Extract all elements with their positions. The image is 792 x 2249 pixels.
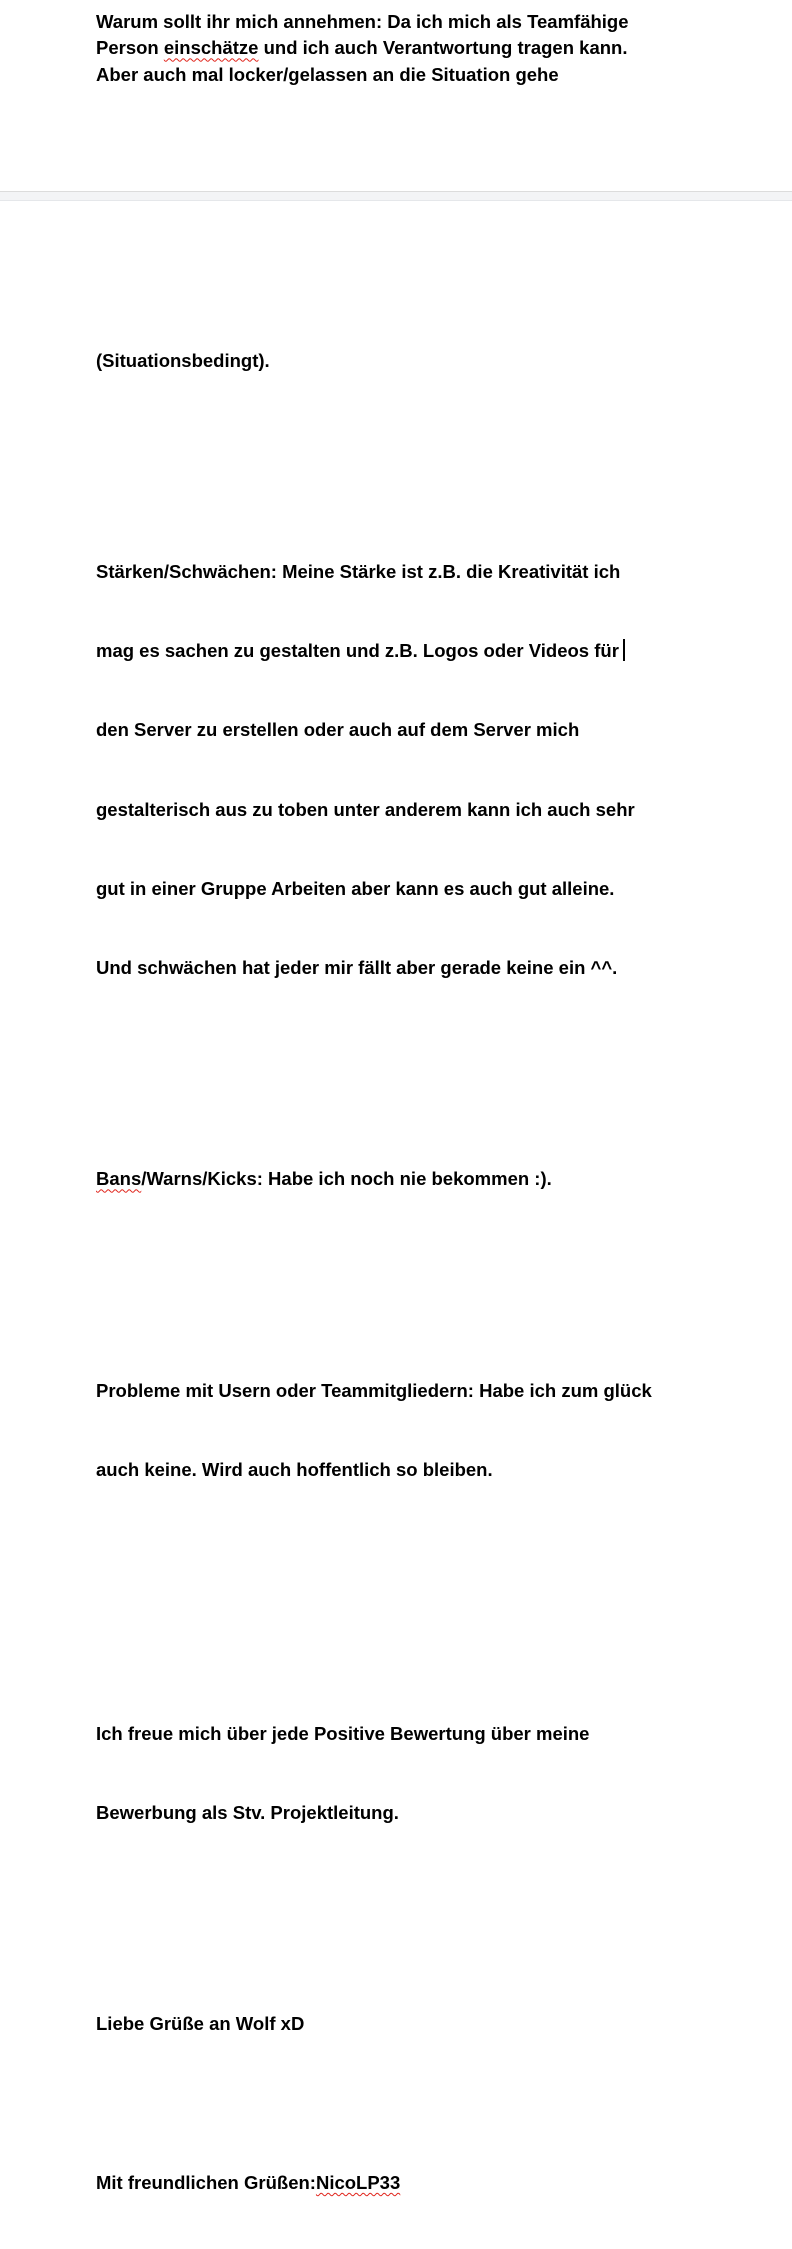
paragraph-situation: (Situationsbedingt).	[96, 349, 270, 371]
page-2-body[interactable]	[96, 295, 716, 2249]
text-cursor	[623, 639, 625, 661]
blank-line	[96, 427, 716, 453]
document-page-2[interactable]	[0, 201, 792, 2193]
document-page-1[interactable]	[0, 0, 792, 191]
text-line: gut in einer Gruppe Arbeiten aber kann es auch gut alleine.	[96, 877, 615, 899]
text-line: Ich freue mich über jede Positive Bewertung über meine	[96, 1722, 590, 1744]
text-span: mag es sachen zu gestalten und z.B. Logos oder Videos für	[96, 640, 619, 662]
text-span: /Warns/Kicks: Habe ich noch nie bekommen :).	[141, 1168, 552, 1190]
text-line: Bewerbung als Stv. Projektleitung.	[96, 1802, 399, 1824]
text-span: Mit freundlichen Grüßen:	[96, 2171, 316, 2193]
text-line: Aber auch mal locker/gelassen an die Situation gehe	[96, 63, 559, 85]
blank-line	[96, 1246, 716, 1272]
paragraph-bans	[96, 1166, 716, 1192]
paragraph-gruesse: Liebe Grüße an Wolf xD	[96, 2013, 305, 2035]
text-line: den Server zu erstellen oder auch auf dem Server mich	[96, 719, 580, 741]
text-line: gestalterisch aus zu toben unter anderem kann ich auch sehr	[96, 798, 635, 820]
page-break-gap	[0, 191, 792, 201]
text-line: Stärken/Schwächen: Meine Stärke ist z.B. die Kreativität ich	[96, 561, 621, 583]
blank-line	[96, 1932, 716, 1958]
text-line	[96, 35, 716, 61]
text-line	[96, 638, 716, 664]
paragraph-motivation[interactable]	[96, 9, 716, 88]
text-line: Warum sollt ihr mich annehmen: Da ich mich als Teamfähige	[96, 11, 629, 32]
blank-line	[96, 1087, 716, 1113]
blank-line	[96, 1589, 716, 1615]
misspelled-word[interactable]: Bans	[96, 1168, 142, 1190]
paragraph-probleme	[96, 1325, 716, 1536]
text-line: auch keine. Wird auch hoffentlich so bleiben.	[96, 1458, 493, 1480]
text-span: und ich auch Verantwortung tragen kann.	[258, 37, 628, 59]
paragraph-bewertung	[96, 1668, 716, 1879]
text-span: Person	[96, 37, 164, 59]
blank-line	[96, 2091, 716, 2117]
text-line: Probleme mit Usern oder Teammitgliedern: Habe ich zum glück	[96, 1379, 652, 1401]
misspelled-word[interactable]: einschätze	[163, 37, 259, 59]
paragraph-signature	[96, 2170, 716, 2196]
misspelled-word[interactable]: NicoLP33	[315, 2171, 401, 2193]
text-line: Und schwächen hat jeder mir fällt aber gerade keine ein ^^.	[96, 957, 618, 979]
paragraph-staerken	[96, 506, 716, 1034]
